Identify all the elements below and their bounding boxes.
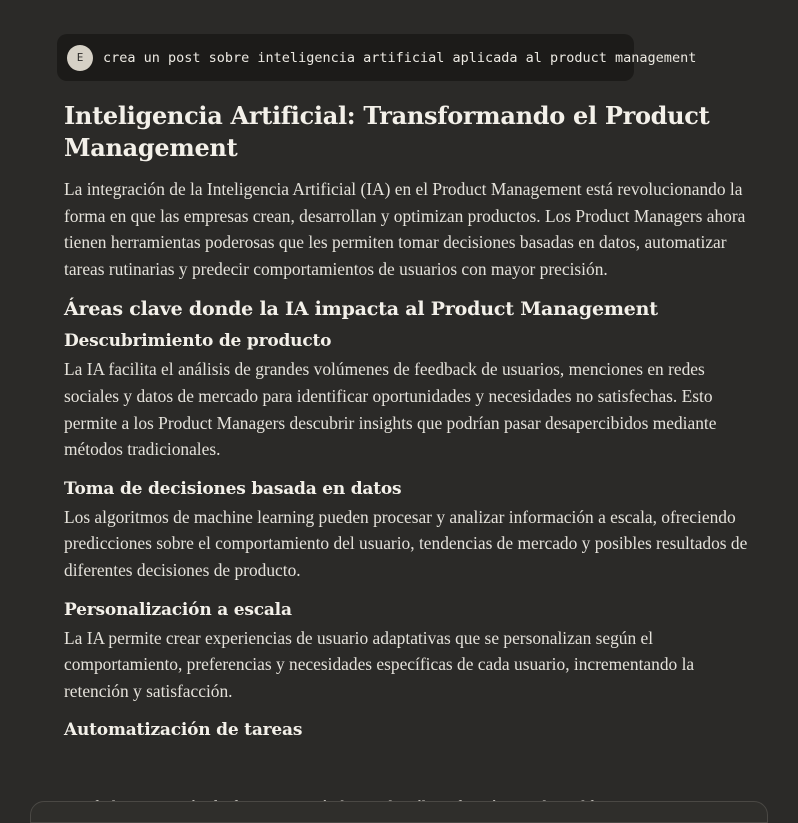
- area-body-personalization: La IA permite crear experiencias de usuario adaptativas que se personalizan según el comportamiento, preferencias y necesidades específicas de cada usuario, incrementando la retención y satisfacción.: [64, 627, 695, 701]
- area-heading-automation: Automatización de tareas: [64, 720, 303, 741]
- post-intro: La integración de la Inteligencia Artificial (IA) en el Product Management está revolucionando la forma en que las empresas crean, desarrollan y optimizan productos. Los Product Managers ahora tienen herramientas poderosas que les permiten tomar decisiones basadas en datos, automatizar tareas rutinarias y predecir comportamientos de usuarios con mayor precisión.: [64, 179, 746, 279]
- area-body-discovery: La IA facilita el análisis de grandes volúmenes de feedback de usuarios, menciones en redes sociales y datos de mercado para identificar oportunidades y necesidades no satisfechas. Esto permite a los Product Managers descubrir insights que podrían pasar desapercibidos mediante métodos tradicionales.: [64, 359, 717, 460]
- user-message-text: crea un post sobre inteligencia artificial aplicada al product management: [103, 49, 697, 66]
- area-heading-personalization: Personalización a escala: [64, 599, 292, 620]
- area-heading-discovery: Descubrimiento de producto: [64, 331, 332, 352]
- area-body-decisions: Los algoritmos de machine learning pueden procesar y analizar información a escala, ofreciendo predicciones sobre el comportamiento del usuario, tendencias de mercado y posibles resultados de diferentes decisiones de producto.: [64, 506, 748, 580]
- chat-input-box[interactable]: [30, 801, 768, 823]
- user-message-bubble: [57, 34, 697, 81]
- user-avatar: E: [67, 45, 93, 71]
- section-heading: Áreas clave donde la IA impacta al Product Management: [64, 298, 658, 321]
- area-heading-decisions: Toma de decisiones basada en datos: [64, 478, 402, 499]
- post-title: Inteligencia Artificial: Transformando el Product Management: [64, 101, 710, 162]
- assistant-response: [64, 100, 754, 745]
